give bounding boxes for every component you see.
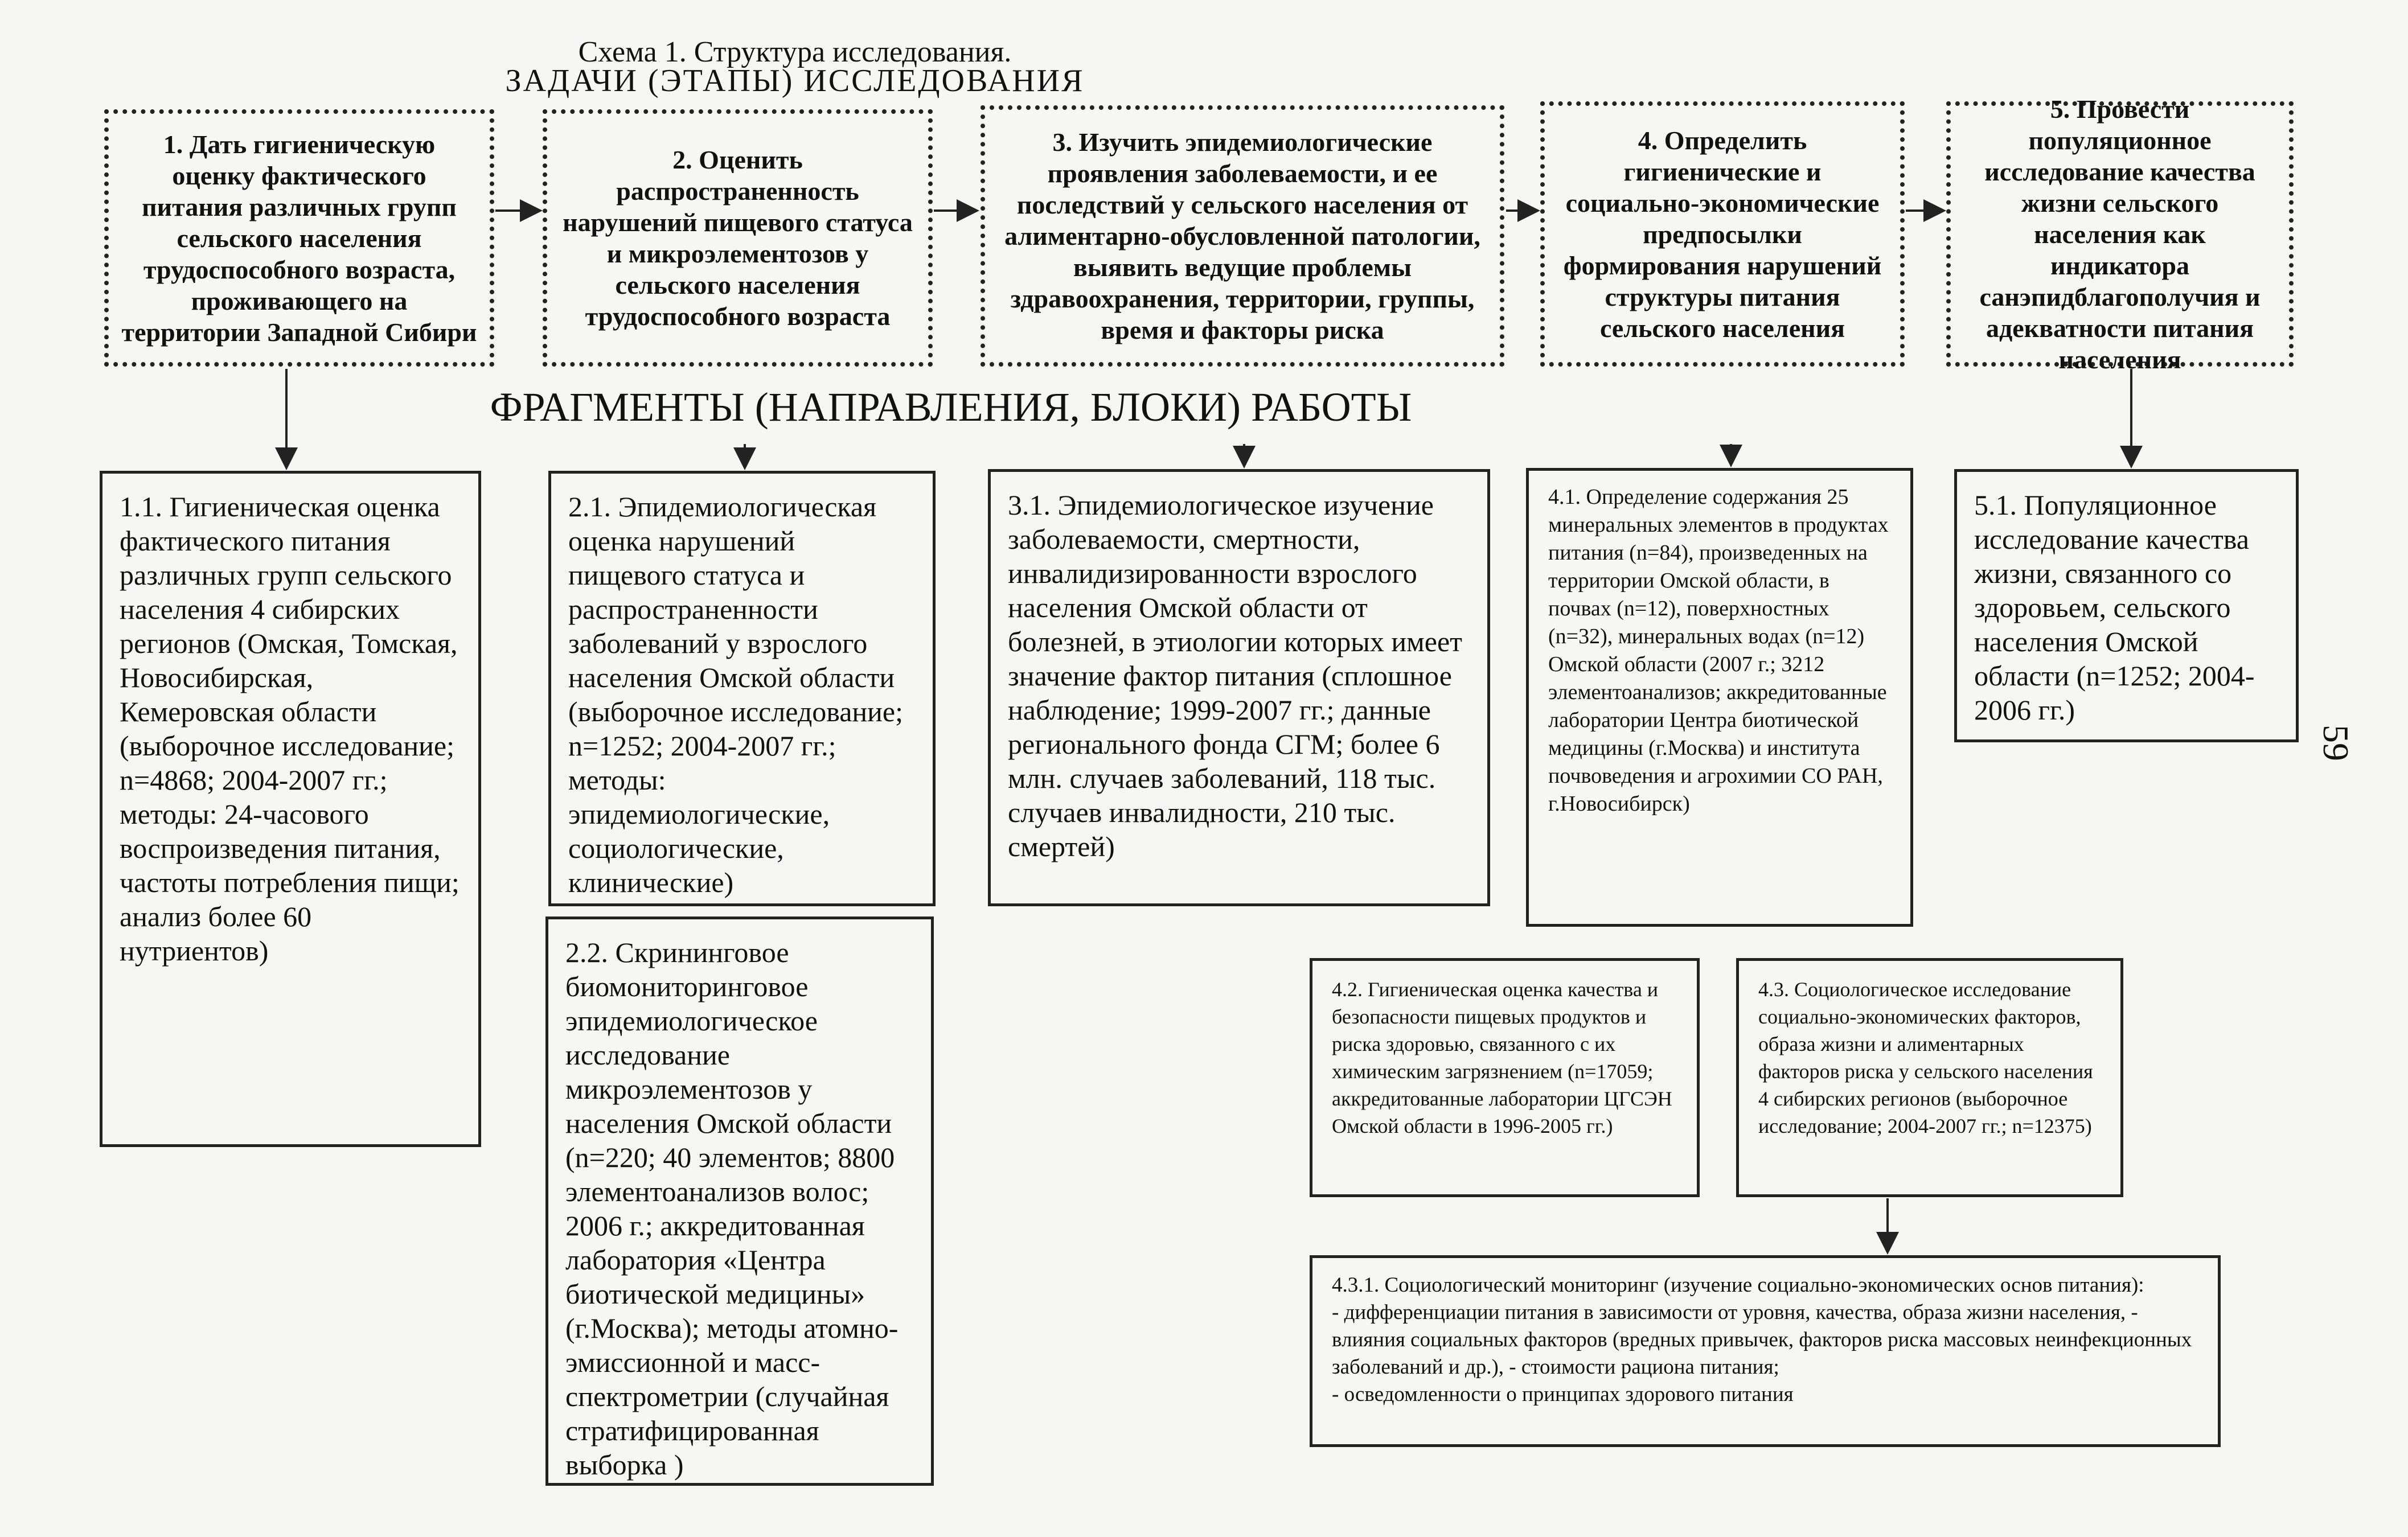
fragment-3-1: 3.1. Эпидемиологическое изучение заболеваемости, смертности, инвалидизированности взрослого населения Омской области от болезней, в этиологии которых имеет значение фактор питания (сплошное наблюдение; 1999-2007 гг.; данные регионального фонда СГМ; более 6 млн. случаев заболеваний, 118 тыс. случаев инвалидности, 210 тыс. смертей) — [988, 469, 1490, 906]
task-text-2: 2. Оценить распространенность нарушений пищевого статуса и микроэлементозов у сельского населения трудоспособного возраста — [563, 145, 913, 331]
fragment-1-1: 1.1. Гигиеническая оценка фактического питания различных групп сельского населения 4 сибирских регионов (Омская, Томская, Новосибирская, Кемеровская области (выборочное исследование; n=4868; 2004-2007 гг.; методы: 24-часового воспроизведения питания, частоты потребления пищи; анализ более 60 нутриентов) — [100, 471, 481, 1147]
task-text-3: 3. Изучить эпидемиологические проявления заболеваемости, и ее последствий у сельского населения от алиментарно-обусловленной патологии, выявить ведущие проблемы здравоохранения, территории, группы, время и факторы риска — [1004, 128, 1480, 344]
fragment-4-1: 4.1. Определение содержания 25 минеральных элементов в продуктах питания (n=84), произведенных на территории Омской области, в почвах (n=12), поверхностных (n=32), минеральных водах (n=12) Омской области (2007 г.; 3212 элементоанализов; аккредитованные лаборатории Центра биотической медицины (г.Москва) и института почвоведения и агрохимии СО РАН, г.Новосибирск) — [1526, 468, 1913, 927]
fragment-2-1: 2.1. Эпидемиологическая оценка нарушений пищевого статуса и распространенности заболеваний у взрослого населения Омской области (выборочное исследование; n=1252; 2004-2007 гг.; методы: эпидемиологические, социологические, клинические) — [548, 471, 936, 906]
fragment-4-2: 4.2. Гигиеническая оценка качества и безопасности пищевых продуктов и риска здоровью, связанного с их химическим загрязнением (n=17059; аккредитованные лаборатории ЦГСЭН Омской области в 1996-2005 гг.) — [1310, 958, 1700, 1197]
diagram-title: Схема 1. Структура исследования. — [578, 36, 1012, 68]
fragment-4-3-1: 4.3.1. Социологический мониторинг (изучение социально-экономических основ питания): - дифференциации питания в зависимости от уровня, качества, образа жизни населения, - влияния социальных факторов (вредных привычек, факторов риска массовых неинфекционных заболеваний и др.), - стоимости рациона питания; - осведомленности о принципах здорового питания — [1310, 1255, 2221, 1447]
task-text-1: 1. Дать гигиеническую оценку фактического питания различных групп сельского населения трудоспособного возраста, проживающего на территории Западной Сибири — [121, 129, 477, 347]
task-text-4: 4. Определить гигиенические и социально-экономические предпосылки формирования нарушений структуры питания сельского населения — [1563, 125, 1882, 343]
fragment-2-2: 2.2. Скрининговое биомониторинговое эпидемиологическое исследование микроэлементозов у населения Омской области (n=220; 40 элементов; 8800 элементоанализов волос; 2006 г.; аккредитованная лаборатория «Центра биотической медицины» (г.Москва); методы атомно-эмиссионной и масс-спектрометрии (случайная стратифицированная выборка ) — [545, 917, 934, 1486]
fragment-4-3: 4.3. Социологическое исследование социально-экономических факторов, образа жизни и алиментарных факторов риска у сельского населения 4 сибирских регионов (выборочное исследование; 2004-2007 гг.; n=12375) — [1736, 958, 2123, 1197]
section-title: ФРАГМЕНТЫ (НАПРАВЛЕНИЯ, БЛОКИ) РАБОТЫ — [490, 384, 1412, 430]
task-text-5: 5. Провести популяционное исследование качества жизни сельского населения как индикатора санэпидблагополучия и адекватности питания населения — [1979, 94, 2261, 374]
page-number: 59 — [2316, 725, 2356, 761]
diagram-subtitle: ЗАДАЧИ (ЭТАПЫ) ИССЛЕДОВАНИЯ — [505, 63, 1085, 98]
fragment-5-1: 5.1. Популяционное исследование качества жизни, связанного со здоровьем, сельского населения Омской области (n=1252; 2004-2006 гг.) — [1954, 469, 2299, 742]
